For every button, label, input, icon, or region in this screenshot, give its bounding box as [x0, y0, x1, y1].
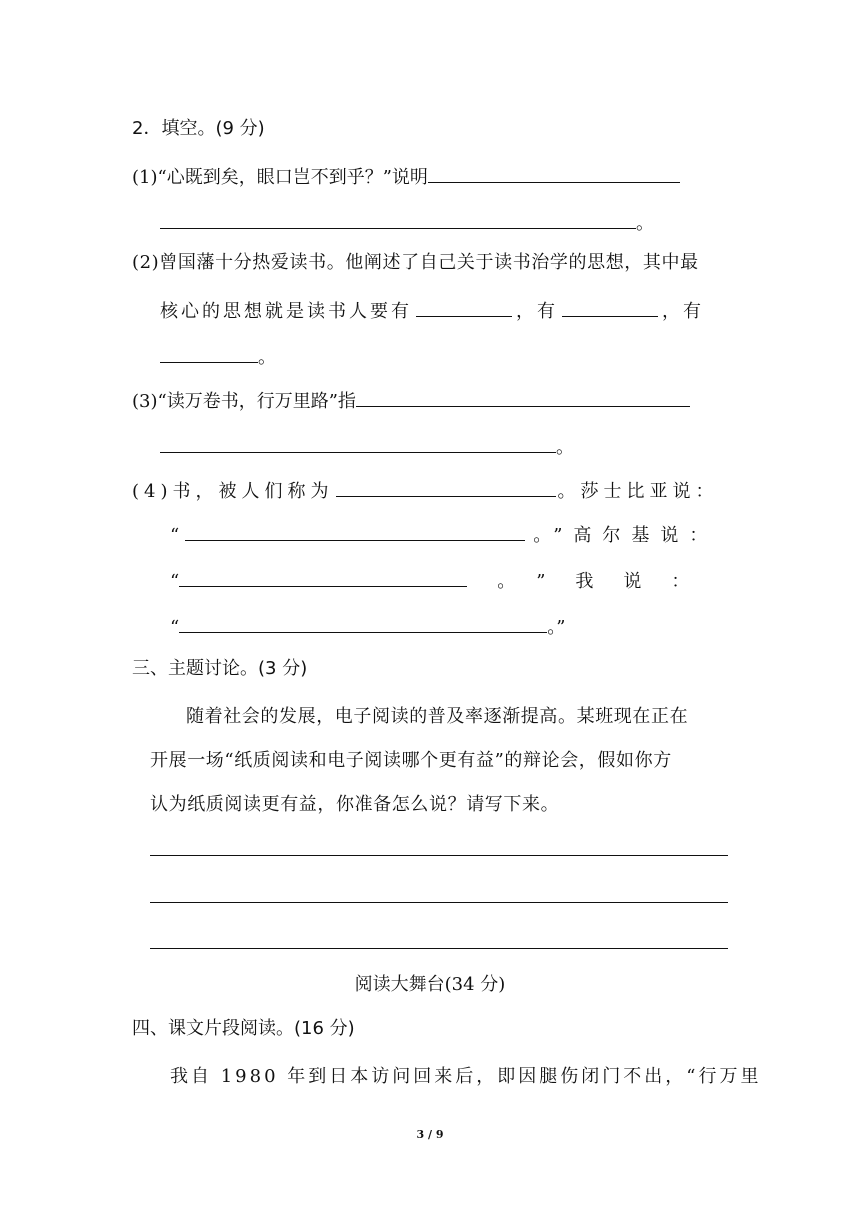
q2-sub1-blank-1[interactable]	[428, 162, 680, 183]
q2-sub4-blank-3[interactable]	[179, 566, 467, 587]
q3-answer-line-1[interactable]	[150, 855, 728, 856]
q2-sub2-line2	[160, 296, 704, 325]
q2-sub2-text-c: ，有	[662, 301, 704, 322]
q2-sub4-d-open: “	[170, 617, 180, 638]
page-number: 3 / 9	[416, 1128, 444, 1141]
q2-sub4-b-end: 。”高尔基说：	[533, 525, 719, 546]
q2-sub4-line1	[132, 476, 719, 505]
q2-sub1-prefix: (1)“心既到矣，眼口岂不到乎？”说明	[132, 167, 428, 188]
q2-sub2-blank-1[interactable]	[416, 296, 512, 317]
q4-para-line1: 我自 1980 年到日本访问回来后，即因腿伤闭门不出，“行万里	[170, 1066, 762, 1087]
q2-sub1-end: 。	[636, 213, 654, 234]
q2-sub3-prefix: (3)“读万卷书，行万里路”指	[132, 391, 356, 412]
q2-sub4-b-open: “	[170, 525, 186, 546]
q3-answer-line-3[interactable]	[150, 948, 728, 949]
q4-heading: 四、课文片段阅读。(16 分)	[132, 1018, 355, 1039]
q2-sub4-d-end: 。”	[547, 617, 566, 638]
q2-sub3-blank-1[interactable]	[356, 386, 690, 407]
q2-sub2-line1: (2)曾国藩十分热爱读书。他阐述了自己关于读书治学的思想，其中最	[132, 252, 699, 273]
section-title: 阅读大舞台(34 分)	[354, 974, 506, 995]
q2-sub2-blank-2[interactable]	[562, 296, 658, 317]
q2-sub2-end: 。	[258, 347, 276, 368]
q2-sub2-line3	[160, 342, 276, 371]
q2-sub2-blank-3[interactable]	[160, 342, 258, 363]
q3-para-line2: 开展一场“纸质阅读和电子阅读哪个更有益”的辩论会，假如你方	[150, 750, 672, 771]
q2-sub4-line4	[170, 612, 565, 641]
q2-sub3-end: 。	[556, 437, 574, 458]
q2-sub4-prefix: (4)书，被人们称为	[132, 481, 334, 502]
q2-sub4-blank-2[interactable]	[185, 520, 525, 541]
q3-heading: 三、主题讨论。(3 分)	[132, 658, 308, 679]
q2-sub2-text-b: ，有	[516, 301, 558, 322]
q2-sub3-blank-2[interactable]	[160, 432, 556, 453]
q2-sub4-c-end: 。”我说：	[497, 571, 720, 592]
q2-sub1-line2	[160, 208, 654, 237]
q2-sub1-line1	[132, 162, 680, 191]
q2-sub3-line2	[160, 432, 574, 461]
q2-sub4-c-open: “	[170, 571, 180, 592]
q2-sub4-blank-4[interactable]	[179, 612, 547, 633]
q2-sub4-blank-1[interactable]	[336, 476, 556, 497]
q2-sub4-line2	[170, 520, 718, 549]
q2-sub3-line1	[132, 386, 690, 415]
q2-sub4-line3	[170, 566, 719, 595]
q3-para-line1: 随着社会的发展，电子阅读的普及率逐渐提高。某班现在正在	[186, 706, 689, 727]
q2-sub1-blank-2[interactable]	[160, 208, 636, 229]
q2-sub4-a-end: 。莎士比亚说：	[557, 481, 719, 502]
q3-para-line3: 认为纸质阅读更有益，你准备怎么说？请写下来。	[150, 794, 560, 815]
q3-answer-line-2[interactable]	[150, 902, 728, 903]
q2-heading: 2．填空。(9 分)	[132, 118, 265, 139]
q2-sub2-text-a: 核心的思想就是读书人要有	[160, 301, 412, 322]
